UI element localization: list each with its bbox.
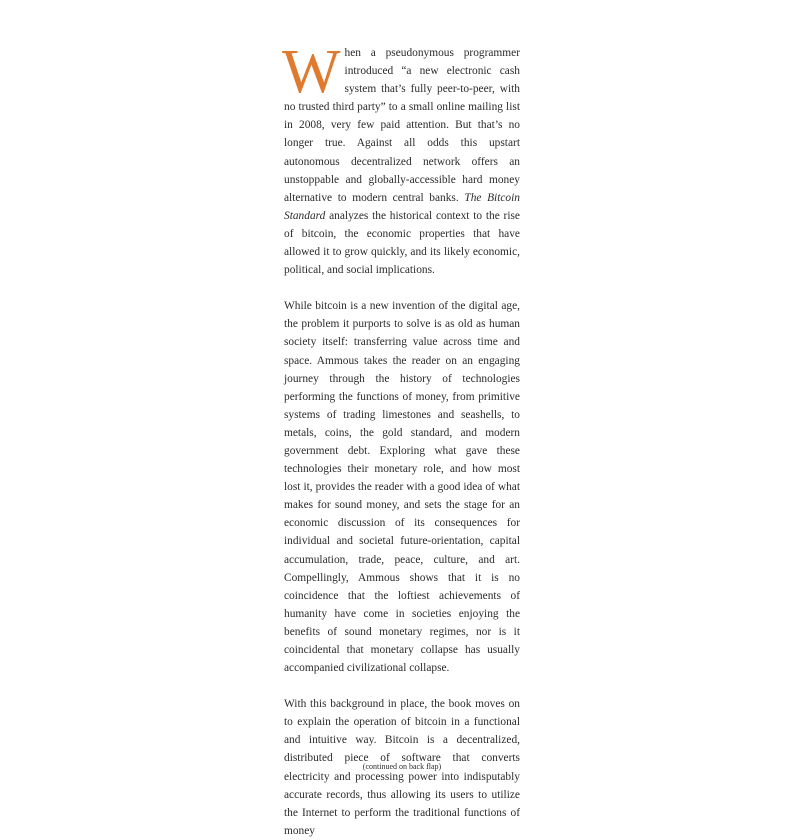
drop-cap-letter: W	[282, 38, 341, 106]
book-title-italic: The Bitcoin Standard	[284, 191, 520, 222]
paragraph-intro-text: hen a pseudonymous programmer introduced “a new electronic cash system that’s fully peer-to-peer, with no trusted third party” to a small online mailing list in 2008, very few paid attention. But that’s no longer true. Against all odds this upstart autonomous decentralized network offers an unstoppable and globally-accessible hard money alternative to modern central banks.	[284, 47, 520, 204]
continued-on-back-flap-note: (continued on back flap)	[362, 762, 442, 771]
paragraph-intro-text-continued: analyzes the historical context to the rise of bitcoin, the economic properties that have allowed it to grow quickly, and its likely economic, political, and social implications.	[284, 209, 520, 277]
paragraph-bitcoin-operation: With this background in place, the book moves on to explain the operation of bitcoin in a functional and intuitive way. Bitcoin is a decentralized, distributed piece of software that converts electricity and processing power into indisputably accurate records, thus allowing its users to utilize the Internet to perform the traditional functions of money	[284, 698, 520, 837]
paragraph-history: While bitcoin is a new invention of the digital age, the problem it purports to solve is as old as human society itself: transferring value across time and space. Ammous takes the reader on an engaging journey through the history of technologies performing the functions of money, from primitive systems of trading limestones and seashells, to metals, coins, the gold standard, and modern government debt. Exploring what gave these technologies their monetary role, and how most lost it, provides the reader with a good idea of what makes for sound money, and sets the stage for an economic discussion of its consequences for individual and societal future-orientation, capital accumulation, trade, peace, culture, and art. Compellingly, Ammous shows that it is no coincidence that the loftiest achievements of humanity have come in societies enjoying the benefits of sound monetary regimes, nor is it coincidental that monetary collapse has usually accompanied civilizational collapse.	[284, 300, 520, 675]
paragraph-intro	[282, 38, 520, 279]
flap-text-column	[282, 38, 520, 840]
